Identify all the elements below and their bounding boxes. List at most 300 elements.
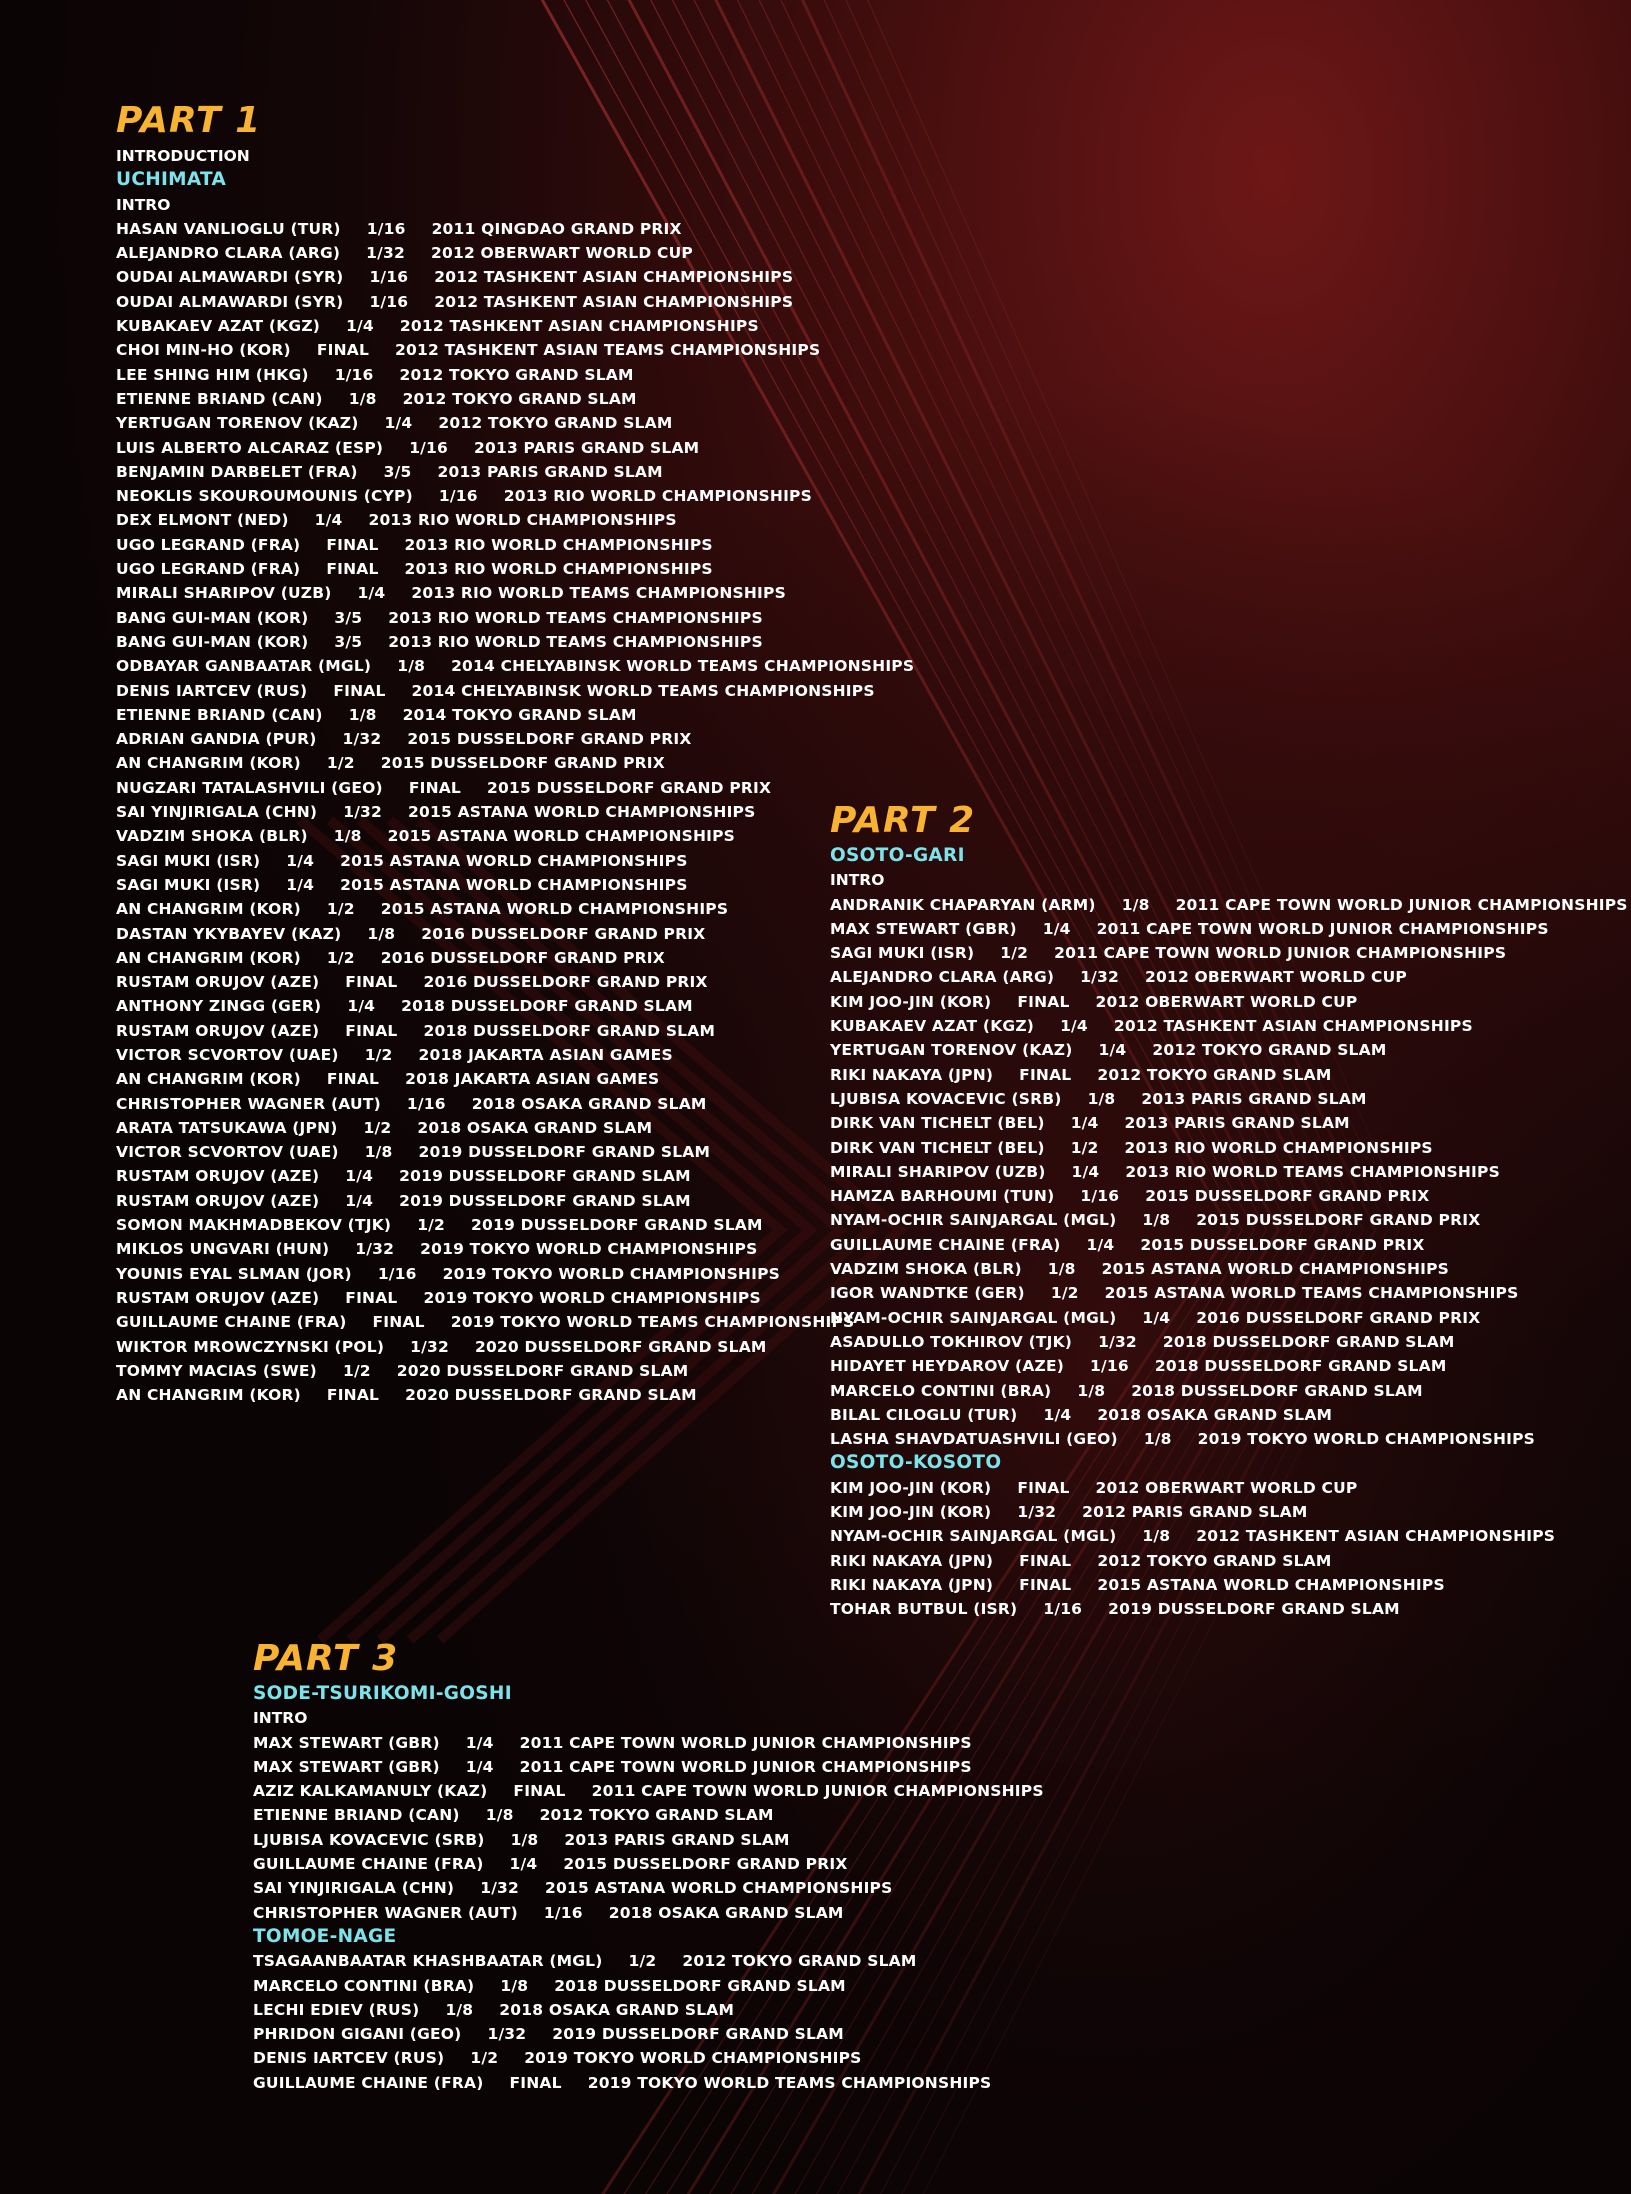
athlete-name: AN CHANGRIM (KOR) [116,754,301,773]
event-name: 2013 RIO WORLD CHAMPIONSHIPS [503,487,812,506]
athlete-name: DENIS IARTCEV (RUS) [116,681,308,700]
round: FINAL [345,1021,398,1040]
event-name: 2015 ASTANA WORLD CHAMPIONSHIPS [1097,1575,1445,1594]
round: 1/4 [347,997,376,1016]
athlete-name: ALEJANDRO CLARA (ARG) [116,244,341,263]
athlete-name: MARCELO CONTINI (BRA) [253,1976,475,1995]
list-item [116,1116,914,1140]
round: FINAL [1017,992,1070,1011]
list-item [253,1949,1044,1973]
list-item [830,1476,1628,1500]
list-item [830,1281,1628,1305]
list-item [830,1038,1628,1062]
list-item [116,1189,914,1213]
athlete-name: MIKLOS UNGVARI (HUN) [116,1240,330,1259]
round: 1/8 [1143,1430,1172,1449]
athlete-name: PHRIDON GIGANI (GEO) [253,2025,462,2044]
round: 1/16 [366,219,406,238]
event-name: 2016 DUSSELDORF GRAND PRIX [380,948,665,967]
round: 1/4 [345,1191,374,1210]
list-item [830,1549,1628,1573]
list-item [830,1330,1628,1354]
event-name: 2012 TOKYO GRAND SLAM [1097,1551,1332,1570]
list-item [116,314,914,338]
athlete-name: NEOKLIS SKOUROUMOUNIS (CYP) [116,487,413,506]
part-2 [830,798,1628,1622]
athlete-name: TOMMY MACIAS (SWE) [116,1361,317,1380]
round: FINAL [316,341,370,360]
event-name: 2019 DUSSELDORF GRAND SLAM [399,1167,691,1186]
technique-title: OSOTO-GARI [830,845,965,866]
event-name: 2015 ASTANA WORLD CHAMPIONSHIPS [380,900,729,919]
round: 1/2 [363,1118,392,1137]
round: 1/4 [346,317,374,336]
event-name: 2015 DUSSELDORF GRAND PRIX [380,754,665,773]
round: 1/8 [510,1830,539,1849]
athlete-name: RUSTAM ORUJOV (AZE) [116,1288,320,1307]
round: 1/16 [1090,1357,1129,1376]
list-item [253,1901,1044,1925]
technique-section [116,168,914,1407]
round: 1/4 [1070,1114,1099,1133]
round: 1/4 [1098,1041,1127,1060]
athlete-name: KUBAKAEV AZAT (KGZ) [830,1017,1035,1036]
technique-section [253,1682,1044,1925]
athlete-name: KIM JOO-JIN (KOR) [830,1478,992,1497]
list-item [116,873,914,897]
round: 1/4 [357,584,386,603]
technique-section [830,844,1628,1451]
event-name: 2015 DUSSELDORF GRAND PRIX [1140,1235,1425,1254]
round: 1/8 [348,705,377,724]
round: 1/8 [1077,1381,1106,1400]
event-name: 2012 TASHKENT ASIAN CHAMPIONSHIPS [399,317,759,336]
round: 1/8 [1142,1527,1171,1546]
event-name: 2019 DUSSELDORF GRAND SLAM [552,2025,844,2044]
round: 1/2 [628,1952,657,1971]
list-item [253,1803,1044,1827]
event-name: 2018 JAKARTA ASIAN GAMES [405,1070,660,1089]
round: 1/32 [342,730,382,749]
event-name: 2011 QINGDAO GRAND PRIX [431,219,682,238]
athlete-name: AN CHANGRIM (KOR) [116,900,301,919]
list-item [253,2046,1044,2070]
round: 1/16 [334,365,374,384]
list-item [253,1974,1044,1998]
athlete-name: RUSTAM ORUJOV (AZE) [116,973,320,992]
athlete-name: SAI YINJIRIGALA (CHN) [253,1879,455,1898]
athlete-name: YERTUGAN TORENOV (KAZ) [116,414,359,433]
event-name: 2014 CHELYABINSK WORLD TEAMS CHAMPIONSHIPS [451,657,915,676]
list-item [830,1063,1628,1087]
round: FINAL [1019,1065,1072,1084]
round: FINAL [326,1386,380,1405]
list-item [116,679,914,703]
list-item [830,1184,1628,1208]
event-name: 2018 OSAKA GRAND SLAM [1097,1405,1333,1424]
athlete-name: GUILLAUME CHAINE (FRA) [116,1313,347,1332]
round: 1/2 [417,1216,446,1235]
event-name: 2013 RIO WORLD CHAMPIONSHIPS [368,511,677,530]
round: 1/32 [355,1240,395,1259]
list-item [116,1164,914,1188]
event-name: 2020 DUSSELDORF GRAND SLAM [396,1361,689,1380]
round: 1/16 [409,438,449,457]
athlete-name: WIKTOR MROWCZYNSKI (POL) [116,1337,385,1356]
athlete-name: RIKI NAKAYA (JPN) [830,1065,994,1084]
event-name: 2012 TASHKENT ASIAN CHAMPIONSHIPS [434,292,794,311]
athlete-name: CHRISTOPHER WAGNER (AUT) [253,1903,518,1922]
event-name: 2012 TOKYO GRAND SLAM [1097,1065,1332,1084]
event-name: 2018 DUSSELDORF GRAND SLAM [423,1021,716,1040]
list-item [116,1213,914,1237]
round: 1/2 [364,1045,393,1064]
event-name: 2018 DUSSELDORF GRAND SLAM [1154,1357,1447,1376]
event-name: 2019 DUSSELDORF GRAND SLAM [1108,1600,1400,1619]
list-item [116,436,914,460]
event-name: 2012 TOKYO GRAND SLAM [539,1806,774,1825]
athlete-name: CHOI MIN-HO (KOR) [116,341,291,360]
athlete-name: RUSTAM ORUJOV (AZE) [116,1167,320,1186]
event-name: 2019 DUSSELDORF GRAND SLAM [399,1191,691,1210]
event-name: 2012 TOKYO GRAND SLAM [438,414,673,433]
list-item [830,965,1628,989]
athlete-name: VADZIM SHOKA (BLR) [830,1260,1022,1279]
event-name: 2013 RIO WORLD CHAMPIONSHIPS [1124,1138,1433,1157]
event-name: 2015 ASTANA WORLD CHAMPIONSHIPS [340,875,688,894]
event-name: 2014 CHELYABINSK WORLD TEAMS CHAMPIONSHIPS [411,681,875,700]
athlete-name: DEX ELMONT (NED) [116,511,289,530]
round: FINAL [345,973,398,992]
event-name: 2015 ASTANA WORLD CHAMPIONSHIPS [545,1879,893,1898]
event-name: 2013 RIO WORLD TEAMS CHAMPIONSHIPS [411,584,786,603]
list-item [116,290,914,314]
athlete-name: KIM JOO-JIN (KOR) [830,992,992,1011]
list-item [253,1876,1044,1900]
event-name: 2014 TOKYO GRAND SLAM [402,705,637,724]
list-item [830,1014,1628,1038]
round: FINAL [1017,1478,1070,1497]
event-name: 2016 DUSSELDORF GRAND PRIX [1196,1308,1481,1327]
list-item [116,241,914,265]
round: 1/8 [397,657,426,676]
athlete-name: DASTAN YKYBAYEV (KAZ) [116,924,342,943]
round: 1/2 [326,900,355,919]
athlete-name: LECHI EDIEV (RUS) [253,2000,420,2019]
introduction-label: INTRODUCTION [116,147,250,165]
athlete-name: RUSTAM ORUJOV (AZE) [116,1191,320,1210]
round: 1/8 [485,1806,514,1825]
athlete-name: RIKI NAKAYA (JPN) [830,1575,994,1594]
event-name: 2013 RIO WORLD TEAMS CHAMPIONSHIPS [388,608,763,627]
event-name: 2012 TASHKENT ASIAN CHAMPIONSHIPS [1113,1017,1473,1036]
list-item [116,606,914,630]
event-name: 2013 PARIS GRAND SLAM [474,438,700,457]
list-item [116,1286,914,1310]
round: 1/2 [1050,1284,1079,1303]
athlete-name: CHRISTOPHER WAGNER (AUT) [116,1094,381,1113]
event-name: 2016 DUSSELDORF GRAND PRIX [421,924,706,943]
list-item [253,2022,1044,2046]
athlete-name: MAX STEWART (GBR) [253,1733,440,1752]
list-item [830,1160,1628,1184]
list-item [116,654,914,678]
list-item [116,557,914,581]
event-name: 2019 TOKYO WORLD CHAMPIONSHIPS [442,1264,780,1283]
round: 1/4 [384,414,413,433]
event-name: 2013 RIO WORLD TEAMS CHAMPIONSHIPS [1125,1162,1500,1181]
event-name: 2018 DUSSELDORF GRAND SLAM [554,1976,846,1995]
event-name: 2011 CAPE TOWN WORLD JUNIOR CHAMPIONSHIPS [1096,919,1549,938]
athlete-name: UGO LEGRAND (FRA) [116,535,301,554]
round: 1/16 [369,292,409,311]
event-name: 2012 OBERWART WORLD CUP [1095,992,1358,1011]
list-item [830,1306,1628,1330]
list-item [116,630,914,654]
event-name: 2012 TASHKENT ASIAN CHAMPIONSHIPS [434,268,794,287]
event-name: 2015 DUSSELDORF GRAND PRIX [563,1855,848,1874]
technique-title: OSOTO-KOSOTO [830,1452,1002,1474]
event-name: 2018 DUSSELDORF GRAND SLAM [401,997,693,1016]
athlete-name: ADRIAN GANDIA (PUR) [116,730,317,749]
list-item [253,1828,1044,1852]
round: 1/16 [1080,1187,1120,1206]
event-name: 2013 RIO WORLD CHAMPIONSHIPS [404,560,713,579]
event-name: 2019 TOKYO WORLD TEAMS CHAMPIONSHIPS [450,1313,855,1332]
event-name: 2012 PARIS GRAND SLAM [1082,1503,1308,1522]
round: FINAL [513,1782,566,1801]
list-item [116,1043,914,1067]
list-item [116,1310,914,1334]
round: 1/8 [364,1143,393,1162]
list-item [116,970,914,994]
round: 1/32 [480,1879,520,1898]
list-item [253,1755,1044,1779]
list-item [116,508,914,532]
athlete-name: NYAM-OCHIR SAINJARGAL (MGL) [830,1527,1117,1546]
round: 1/4 [1060,1017,1088,1036]
athlete-name: HAMZA BARHOUMI (TUN) [830,1187,1055,1206]
round: 1/8 [1121,895,1150,914]
list-item [253,1731,1044,1755]
round: 1/4 [1071,1162,1100,1181]
athlete-name: RUSTAM ORUJOV (AZE) [116,1021,320,1040]
event-name: 2020 DUSSELDORF GRAND SLAM [474,1337,767,1356]
round: FINAL [1019,1575,1072,1594]
list-item [116,727,914,751]
round: 1/2 [342,1361,371,1380]
round: 1/4 [286,851,315,870]
athlete-name: BILAL CILOGLU (TUR) [830,1405,1018,1424]
athlete-name: DENIS IARTCEV (RUS) [253,2049,445,2068]
round: 1/2 [470,2049,499,2068]
technique-section [830,1451,1628,1621]
event-name: 2011 CAPE TOWN WORLD JUNIOR CHAMPIONSHIPS [1175,895,1628,914]
athlete-name: GUILLAUME CHAINE (FRA) [830,1235,1061,1254]
athlete-name: HIDAYET HEYDAROV (AZE) [830,1357,1065,1376]
athlete-name: ETIENNE BRIAND (CAN) [116,705,323,724]
list-item [116,1067,914,1091]
list-item [116,922,914,946]
athlete-name: ODBAYAR GANBAATAR (MGL) [116,657,372,676]
event-name: 2013 PARIS GRAND SLAM [1141,1089,1367,1108]
event-name: 2019 TOKYO WORLD CHAMPIONSHIPS [1197,1430,1536,1449]
athlete-name: ALEJANDRO CLARA (ARG) [830,968,1055,987]
athlete-name: AN CHANGRIM (KOR) [116,1070,301,1089]
athlete-name: AN CHANGRIM (KOR) [116,948,301,967]
event-name: 2012 TOKYO GRAND SLAM [682,1952,917,1971]
round: 1/8 [1047,1260,1076,1279]
event-name: 2011 CAPE TOWN WORLD JUNIOR CHAMPIONSHIPS [1054,944,1507,963]
list-item [116,946,914,970]
athlete-name: BENJAMIN DARBELET (FRA) [116,462,358,481]
part-1 [116,98,914,1407]
round: 1/8 [367,924,396,943]
event-name: 2015 ASTANA WORLD CHAMPIONSHIPS [387,827,736,846]
event-name: 2013 RIO WORLD CHAMPIONSHIPS [404,535,713,554]
list-item [116,1019,914,1043]
list-item [830,1233,1628,1257]
event-name: 2019 DUSSELDORF GRAND SLAM [418,1143,711,1162]
athlete-name: LUIS ALBERTO ALCARAZ (ESP) [116,438,384,457]
round: 1/16 [377,1264,417,1283]
list-item [830,1379,1628,1403]
list-item [830,1208,1628,1232]
event-name: 2018 OSAKA GRAND SLAM [417,1118,653,1137]
event-name: 2011 CAPE TOWN WORLD JUNIOR CHAMPIONSHIPS [519,1733,972,1752]
athlete-name: AN CHANGRIM (KOR) [116,1386,301,1405]
list-item [830,1087,1628,1111]
technique-title: UCHIMATA [116,169,227,191]
list-item [116,484,914,508]
event-name: 2015 DUSSELDORF GRAND PRIX [487,778,772,797]
event-name: 2016 DUSSELDORF GRAND PRIX [423,973,708,992]
round: FINAL [372,1313,425,1332]
athlete-name: BANG GUI-MAN (KOR) [116,608,309,627]
athlete-name: ASADULLO TOKHIROV (TJK) [830,1332,1073,1351]
event-name: 2019 TOKYO WORLD CHAMPIONSHIPS [420,1240,758,1259]
round: 1/32 [1080,968,1119,987]
athlete-name: OUDAI ALMAWARDI (SYR) [116,292,344,311]
round: 1/8 [445,2000,474,2019]
intro-label: INTRO [830,871,885,890]
list-item [830,1597,1628,1621]
event-name: 2015 DUSSELDORF GRAND PRIX [407,730,692,749]
athlete-name: SAGI MUKI (ISR) [830,944,975,963]
event-name: 2013 PARIS GRAND SLAM [437,462,663,481]
event-name: 2019 TOKYO WORLD CHAMPIONSHIPS [423,1288,761,1307]
event-name: 2020 DUSSELDORF GRAND SLAM [405,1386,697,1405]
athlete-name: MIRALI SHARIPOV (UZB) [830,1162,1046,1181]
athlete-name: LASHA SHAVDATUASHVILI (GEO) [830,1430,1118,1449]
list-item [830,893,1628,917]
round: 1/32 [1098,1332,1137,1351]
athlete-name: MAX STEWART (GBR) [830,919,1017,938]
intro-label: INTRO [116,195,171,214]
event-name: 2015 ASTANA WORLD TEAMS CHAMPIONSHIPS [1104,1284,1519,1303]
event-name: 2012 TOKYO GRAND SLAM [399,365,634,384]
part-3 [253,1636,1044,2095]
round: 1/4 [1043,1405,1072,1424]
event-name: 2018 OSAKA GRAND SLAM [471,1094,707,1113]
round: 1/8 [333,827,362,846]
list-item [116,533,914,557]
event-name: 2013 PARIS GRAND SLAM [564,1830,790,1849]
round: 1/2 [1070,1138,1099,1157]
list-item [116,460,914,484]
round: 1/8 [500,1976,529,1995]
round: 3/5 [383,462,412,481]
round: FINAL [408,778,462,797]
list-item [116,703,914,727]
athlete-name: LEE SHING HIM (HKG) [116,365,309,384]
round: 1/4 [1142,1308,1171,1327]
round: 1/8 [348,389,377,408]
technique-section [253,1925,1044,2095]
event-name: 2013 RIO WORLD TEAMS CHAMPIONSHIPS [388,632,763,651]
part-title: PART 3 [253,1638,399,1679]
list-item [116,581,914,605]
athlete-name: SAGI MUKI (ISR) [116,875,261,894]
round: 1/8 [1142,1211,1171,1230]
athlete-name: GUILLAUME CHAINE (FRA) [253,2073,484,2092]
round: FINAL [333,681,386,700]
round: 1/16 [438,487,478,506]
athlete-name: SAI YINJIRIGALA (CHN) [116,803,318,822]
athlete-name: ETIENNE BRIAND (CAN) [116,389,323,408]
list-item [116,1262,914,1286]
round: FINAL [509,2073,562,2092]
round: FINAL [326,1070,380,1089]
list-item [116,751,914,775]
round: 1/32 [1017,1503,1057,1522]
event-name: 2015 ASTANA WORLD CHAMPIONSHIPS [340,851,688,870]
event-name: 2015 ASTANA WORLD CHAMPIONSHIPS [1101,1260,1450,1279]
athlete-name: IGOR WANDTKE (GER) [830,1284,1025,1303]
athlete-name: KIM JOO-JIN (KOR) [830,1503,992,1522]
event-name: 2018 OSAKA GRAND SLAM [499,2000,735,2019]
athlete-name: KUBAKAEV AZAT (KGZ) [116,317,321,336]
list-item [830,1136,1628,1160]
list-item [116,1359,914,1383]
list-item [830,1403,1628,1427]
round: 1/2 [326,754,355,773]
intro-label: INTRO [253,1709,308,1728]
list-item [830,1524,1628,1548]
athlete-name: GUILLAUME CHAINE (FRA) [253,1855,484,1874]
athlete-name: OUDAI ALMAWARDI (SYR) [116,268,344,287]
list-item [116,824,914,848]
list-item [116,363,914,387]
event-name: 2012 TOKYO GRAND SLAM [402,389,637,408]
list-item [830,1111,1628,1135]
round: 1/4 [314,511,343,530]
event-name: 2015 DUSSELDORF GRAND PRIX [1145,1187,1430,1206]
athlete-name: RIKI NAKAYA (JPN) [830,1551,994,1570]
round: 1/4 [465,1733,494,1752]
list-item [116,1383,914,1407]
athlete-name: MIRALI SHARIPOV (UZB) [116,584,332,603]
list-item [253,1779,1044,1803]
athlete-name: AZIZ KALKAMANULY (KAZ) [253,1782,488,1801]
list-item [116,387,914,411]
event-name: 2019 TOKYO WORLD CHAMPIONSHIPS [524,2049,862,2068]
list-item [116,411,914,435]
list-item [253,1998,1044,2022]
athlete-name: DIRK VAN TICHELT (BEL) [830,1114,1045,1133]
athlete-name: VICTOR SCVORTOV (UAE) [116,1045,339,1064]
round: 1/16 [543,1903,583,1922]
